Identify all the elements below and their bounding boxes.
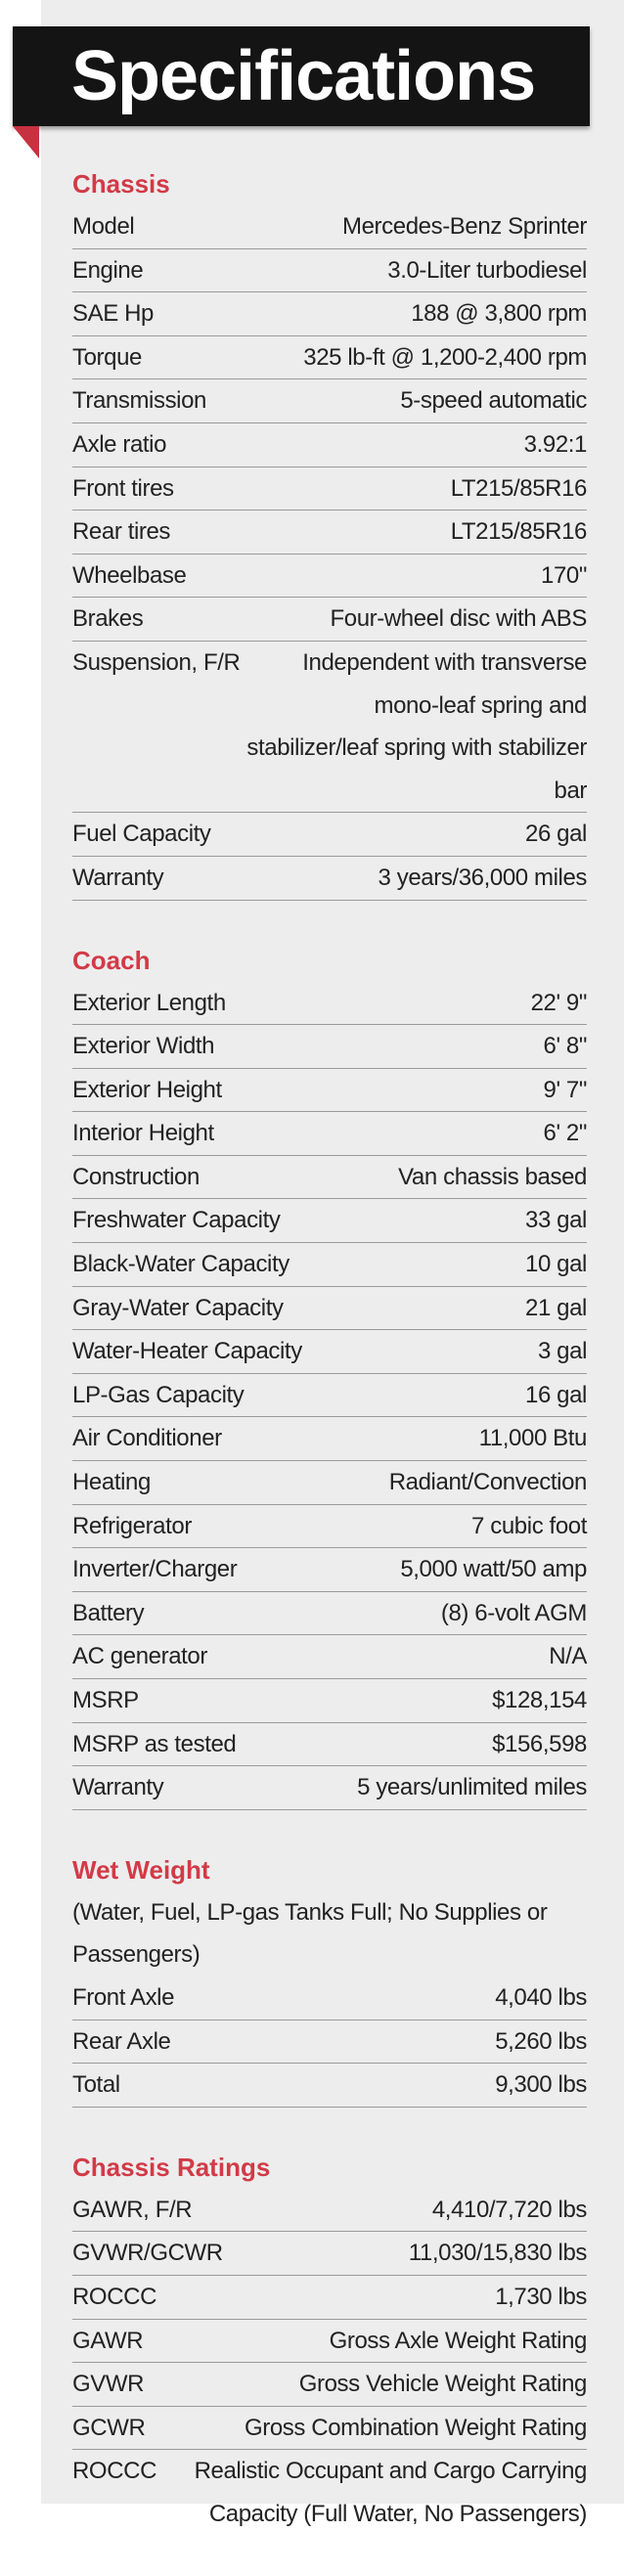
spec-row <box>72 2363 587 2407</box>
section-wet-weight <box>72 1850 587 2108</box>
spec-row <box>72 2407 587 2451</box>
spec-value: Van chassis based <box>398 1163 587 1190</box>
spec-row <box>72 1243 587 1287</box>
spec-row <box>72 1112 587 1156</box>
spec-value: 11,030/15,830 lbs <box>408 2240 587 2267</box>
spec-label: GCWR <box>72 2414 146 2441</box>
spec-row <box>72 423 587 467</box>
spec-value: 5 years/unlimited miles <box>357 1774 587 1801</box>
spec-row <box>72 857 587 901</box>
spec-value: 3 years/36,000 miles <box>378 864 587 891</box>
section-title: Chassis Ratings <box>72 2152 271 2182</box>
spec-row <box>72 336 587 380</box>
spec-value: Four-wheel disc with ABS <box>330 605 587 633</box>
section-chassis-ratings <box>72 2148 587 2536</box>
section-title: Chassis <box>72 169 170 199</box>
spec-row <box>72 1505 587 1549</box>
spec-label: Warranty <box>72 1774 164 1801</box>
spec-row <box>72 249 587 293</box>
spec-row <box>72 2021 587 2065</box>
spec-value: 26 gal <box>525 821 587 848</box>
spec-label: Refrigerator <box>72 1512 192 1539</box>
spec-label: Battery <box>72 1599 145 1626</box>
spec-row <box>72 1069 587 1113</box>
spec-label: Front Axle <box>72 1983 175 2011</box>
spec-value: 21 gal <box>525 1294 587 1321</box>
spec-value: 4,410/7,720 lbs <box>431 2196 587 2223</box>
spec-label: Gray-Water Capacity <box>72 1294 284 1321</box>
spec-label: Exterior Width <box>72 1033 215 1060</box>
spec-label: Fuel Capacity <box>72 821 211 848</box>
spec-label: Model <box>72 213 135 240</box>
spec-value: Realistic Occupant and Cargo Carrying Capacity (Full Water, No Passengers) <box>194 2458 587 2527</box>
spec-label: Rear tires <box>72 518 171 546</box>
spec-value: 6' 2" <box>543 1120 587 1147</box>
spec-value: 5,000 watt/50 amp <box>400 1556 587 1583</box>
spec-row <box>72 1287 587 1331</box>
spec-row <box>72 1592 587 1636</box>
spec-value: 188 @ 3,800 rpm <box>411 300 587 328</box>
spec-row <box>72 2189 587 2233</box>
spec-label: GVWR/GCWR <box>72 2240 223 2267</box>
spec-value: (8) 6-volt AGM <box>440 1599 587 1626</box>
spec-label: Inverter/Charger <box>72 1556 238 1583</box>
section-coach <box>72 941 587 1810</box>
section-note: (Water, Fuel, LP-gas Tanks Full; No Supplies or Passengers) <box>72 1898 548 1969</box>
spec-row <box>72 2450 587 2535</box>
spec-value: 3 gal <box>537 1338 587 1365</box>
spec-label: GAWR <box>72 2327 144 2354</box>
section-chassis <box>72 164 587 901</box>
spec-value: 10 gal <box>525 1251 587 1278</box>
spec-label: Air Conditioner <box>72 1425 222 1452</box>
spec-row <box>72 2232 587 2276</box>
section-title: Coach <box>72 945 151 975</box>
spec-row <box>72 1976 587 2021</box>
spec-label: Construction <box>72 1163 200 1190</box>
spec-label: Exterior Height <box>72 1076 222 1103</box>
spec-row <box>72 1461 587 1505</box>
spec-value: 1,730 lbs <box>495 2283 587 2310</box>
spec-value: 3.0-Liter turbodiesel <box>387 256 587 284</box>
spec-label: Black-Water Capacity <box>72 1251 290 1278</box>
spec-row <box>72 205 587 249</box>
spec-value: 3.92:1 <box>523 430 587 458</box>
spec-row <box>72 2064 587 2108</box>
spec-row <box>72 1723 587 1767</box>
spec-row <box>72 1679 587 1723</box>
spec-row <box>72 555 587 599</box>
spec-label: Torque <box>72 343 142 371</box>
spec-row <box>72 1548 587 1592</box>
spec-row <box>72 2320 587 2364</box>
spec-label: ROCCC <box>72 2458 156 2485</box>
spec-label: Rear Axle <box>72 2027 171 2055</box>
spec-value: 4,040 lbs <box>495 1983 587 2011</box>
spec-label: Axle ratio <box>72 430 167 458</box>
spec-value: 11,000 Btu <box>478 1425 587 1452</box>
spec-label: LP-Gas Capacity <box>72 1381 245 1408</box>
spec-value: 170" <box>541 561 587 589</box>
spec-value: 325 lb-ft @ 1,200-2,400 rpm <box>303 343 587 371</box>
spec-value: Gross Axle Weight Rating <box>329 2327 587 2354</box>
spec-label: GAWR, F/R <box>72 2196 193 2223</box>
spec-label: Transmission <box>72 387 207 415</box>
spec-content <box>72 164 587 2576</box>
spec-label: Total <box>72 2071 120 2099</box>
spec-label: MSRP as tested <box>72 1730 237 1757</box>
section-title: Wet Weight <box>72 1854 210 1885</box>
spec-row <box>72 2276 587 2320</box>
spec-label: Water-Heater Capacity <box>72 1338 302 1365</box>
spec-value: Independent with transverse mono-leaf spring and stabilizer/leaf spring with stabilizer bar <box>246 648 587 804</box>
spec-value: $156,598 <box>492 1730 587 1757</box>
spec-row <box>72 1330 587 1374</box>
spec-row <box>72 1025 587 1069</box>
spec-row <box>72 1766 587 1810</box>
spec-label: Freshwater Capacity <box>72 1207 281 1234</box>
spec-value: 9' 7" <box>543 1076 587 1103</box>
spec-value: Gross Combination Weight Rating <box>245 2414 587 2441</box>
spec-row <box>72 1156 587 1200</box>
banner-fold-accent <box>13 126 39 158</box>
spec-value: Mercedes-Benz Sprinter <box>342 213 587 240</box>
spec-row <box>72 982 587 1026</box>
spec-row <box>72 813 587 857</box>
spec-label: Front tires <box>72 474 174 502</box>
spec-value: 6' 8" <box>543 1033 587 1060</box>
spec-row <box>72 1635 587 1679</box>
spec-value: 16 gal <box>525 1381 587 1408</box>
spec-label: AC generator <box>72 1643 207 1670</box>
spec-row <box>72 1417 587 1461</box>
spec-label: SAE Hp <box>72 300 154 328</box>
spec-value: 22' 9" <box>530 989 587 1016</box>
spec-label: MSRP <box>72 1687 139 1713</box>
spec-value: Radiant/Convection <box>388 1469 587 1496</box>
spec-row <box>72 379 587 423</box>
spec-label: Suspension, F/R <box>72 648 241 676</box>
spec-value: N/A <box>549 1643 587 1670</box>
spec-row <box>72 292 587 336</box>
spec-label: GVWR <box>72 2371 145 2398</box>
spec-value: LT215/85R16 <box>450 474 587 502</box>
spec-row <box>72 1374 587 1418</box>
spec-label: ROCCC <box>72 2283 156 2310</box>
spec-value: 5-speed automatic <box>400 387 587 415</box>
page-title: Specifications <box>13 26 590 126</box>
spec-row <box>72 467 587 511</box>
spec-label: Engine <box>72 256 144 284</box>
spec-label: Interior Height <box>72 1120 214 1147</box>
spec-value: $128,154 <box>492 1687 587 1713</box>
spec-row <box>72 511 587 555</box>
spec-value: Gross Vehicle Weight Rating <box>298 2371 587 2398</box>
spec-row <box>72 642 587 813</box>
spec-value: 7 cubic foot <box>471 1512 587 1539</box>
spec-value: 33 gal <box>525 1207 587 1234</box>
spec-value: 9,300 lbs <box>495 2071 587 2099</box>
spec-value: LT215/85R16 <box>450 518 587 546</box>
spec-row <box>72 598 587 642</box>
spec-row <box>72 1199 587 1243</box>
spec-label: Warranty <box>72 864 164 891</box>
spec-label: Heating <box>72 1469 151 1496</box>
spec-label: Exterior Length <box>72 989 226 1016</box>
spec-value: 5,260 lbs <box>495 2027 587 2055</box>
spec-label: Wheelbase <box>72 561 187 589</box>
spec-label: Brakes <box>72 605 144 633</box>
